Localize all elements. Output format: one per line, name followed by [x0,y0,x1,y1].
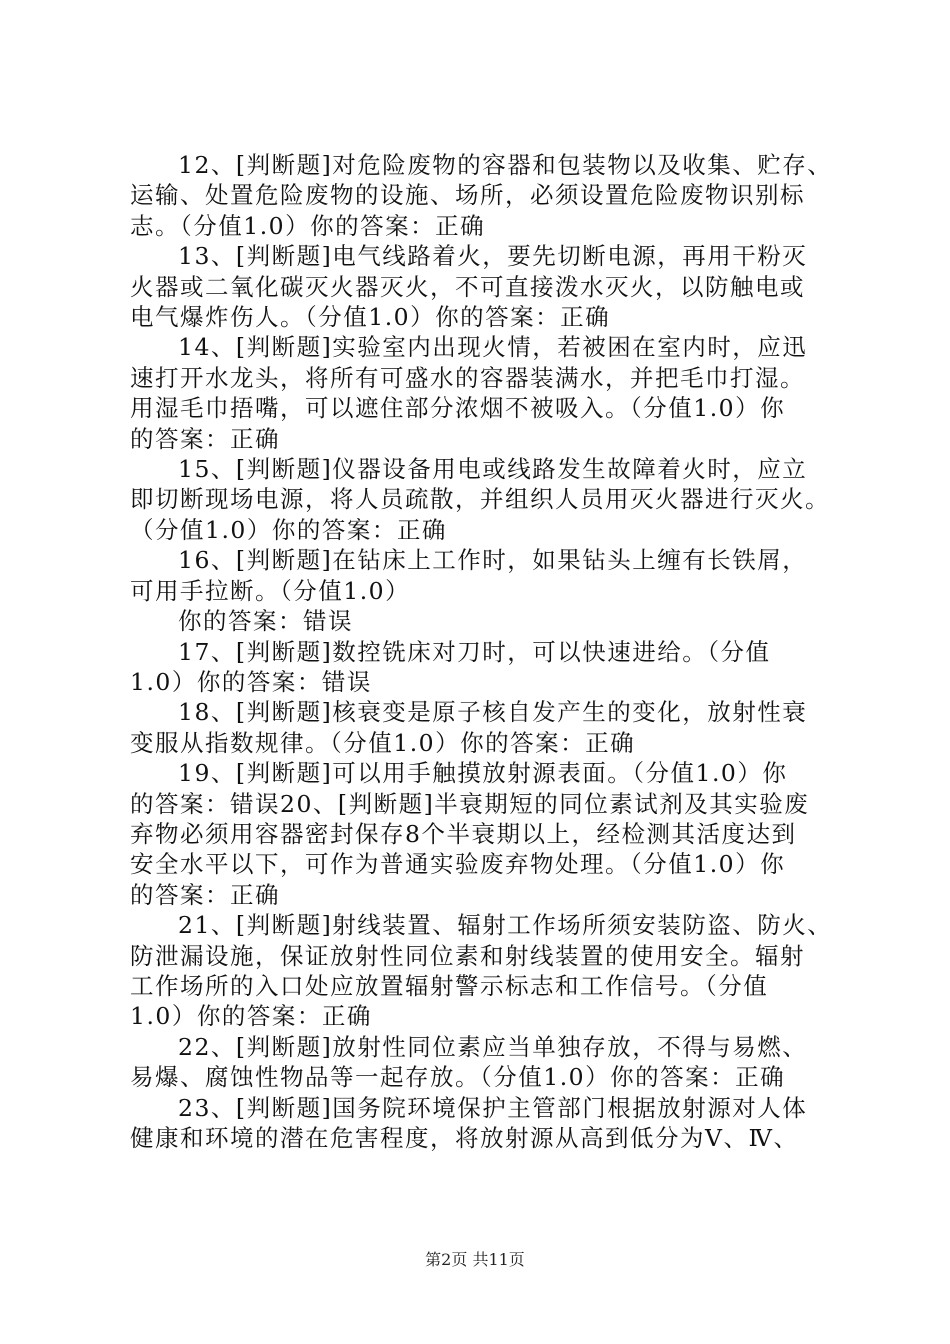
text-line: 的答案：正确 [130,880,280,909]
text-line: 19、[判断题]可以用手触摸放射源表面。（分值1.0）你 [178,759,788,788]
text-line: 运输、处置危险废物的设施、场所，必须设置危险废物识别标 [130,181,805,210]
text-line: 你的答案：错误 [178,607,353,636]
text-line: 健康和环境的潜在危害程度，将放射源从高到低分为Ⅴ、Ⅳ、 [130,1124,799,1152]
document-body [130,150,835,1153]
text-line: 即切断现场电源，将人员疏散，并组织人员用灭火器进行灭火。 [130,485,830,514]
text-line: 16、[判断题]在钻床上工作时，如果钻头上缠有长铁屑， [178,546,808,575]
text-line: 12、[判断题]对危险废物的容器和包装物以及收集、贮存、 [178,151,833,179]
text-line: 13、[判断题]电气线路着火，要先切断电源，再用干粉灭 [178,242,808,271]
text-line: （分值1.0）你的答案：正确 [130,515,447,544]
text-line: 防泄漏设施，保证放射性同位素和射线装置的使用安全。辐射 [130,941,805,970]
text-line: 火器或二氧化碳灭火器灭火，不可直接泼水灭火，以防触电或 [130,272,805,301]
text-line: 14、[判断题]实验室内出现火情，若被困在室内时，应迅 [178,333,808,362]
text-line: 弃物必须用容器密封保存8个半衰期以上，经检测其活度达到 [130,819,797,848]
text-line: 15、[判断题]仪器设备用电或线路发生故障着火时，应立 [178,455,808,484]
text-line: 22、[判断题]放射性同位素应当单独存放，不得与易燃、 [178,1032,808,1061]
page-footer: 第2页 共11页 [425,1250,525,1269]
text-line: 1.0）你的答案：正确 [130,1002,372,1031]
text-line: 的答案：错误20、[判断题]半衰期短的同位素试剂及其实验废 [130,789,810,818]
text-line: 21、[判断题]射线装置、辐射工作场所须安装防盗、防火、 [178,911,833,940]
text-line: 变服从指数规律。（分值1.0）你的答案：正确 [130,728,636,757]
text-line: 电气爆炸伤人。（分值1.0）你的答案：正确 [130,303,611,332]
text-line: 可用手拉断。（分值1.0） [130,576,411,605]
text-line: 的答案：正确 [130,424,280,453]
text-line: 工作场所的入口处应放置辐射警示标志和工作信号。（分值 [130,971,769,1000]
text-line: 1.0）你的答案：错误 [130,667,372,696]
text-line: 速打开水龙头，将所有可盛水的容器装满水，并把毛巾打湿。 [130,363,805,392]
text-line: 18、[判断题]核衰变是原子核自发产生的变化，放射性衰 [178,698,808,727]
text-line: 用湿毛巾捂嘴，可以遮住部分浓烟不被吸入。（分值1.0）你 [130,394,786,423]
text-line: 17、[判断题]数控铣床对刀时，可以快速进给。（分值 [178,637,771,666]
text-line: 志。（分值1.0）你的答案：正确 [130,211,486,240]
text-line: 安全水平以下，可作为普通实验废弃物处理。（分值1.0）你 [130,850,786,879]
text-line: 易爆、腐蚀性物品等一起存放。（分值1.0）你的答案：正确 [130,1063,786,1092]
text-line: 23、[判断题]国务院环境保护主管部门根据放射源对人体 [178,1093,808,1122]
